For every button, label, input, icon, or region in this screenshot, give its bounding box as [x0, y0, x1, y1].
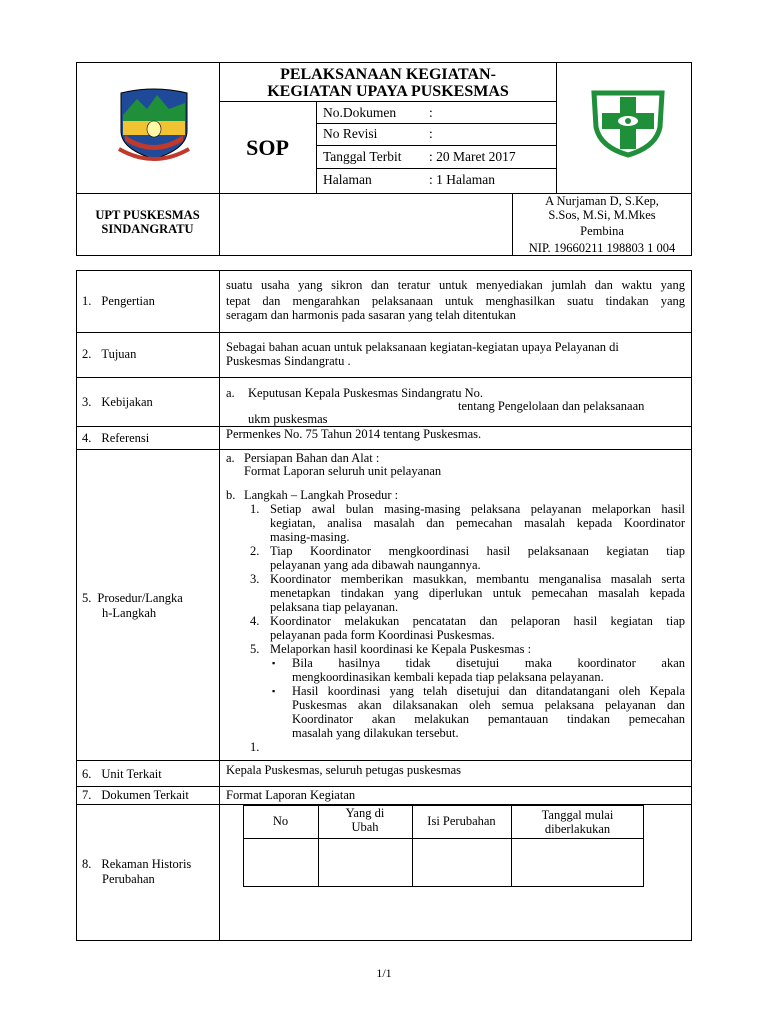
step-1-number: 1. [250, 502, 260, 516]
bullet-2-marker: ▪ [272, 686, 276, 696]
section-number-1: 1. [82, 294, 92, 308]
step-1-line-1: Setiap awal bulan masing-masing pelaksana pelayanan melaporkan hasil [270, 502, 685, 516]
bullet-1-marker: ▪ [272, 658, 276, 668]
revision-header-tanggal-line-2: diberlakukan [544, 822, 611, 836]
dokumen-terkait-text: Format Laporan Kegiatan [226, 788, 356, 802]
regency-coat-of-arms-logo [115, 85, 193, 165]
step-3-line-1: Koordinator memberikan masukkan, membantu menganalisa masalah serta [270, 572, 685, 586]
tujuan-line-2: Puskesmas Sindangratu . [226, 354, 351, 368]
section-label-prosedur [82, 591, 183, 621]
field-halaman-value: : 1 Halaman [429, 172, 495, 187]
section-title-prosedur-line-1: Prosedur/Langka [97, 591, 183, 605]
section-number-3: 3. [82, 395, 92, 409]
revision-header-no: No [272, 814, 289, 828]
signatory-name-line-1: A Nurjaman D, S.Kep, [545, 194, 659, 208]
step-4-line-1: Koordinator melakukan pencatatan dan pelaporan hasil kegiatan tiap [270, 614, 685, 628]
page-number: 1/1 [376, 966, 392, 980]
section-title-rekaman-line-2: Perubahan [102, 872, 155, 886]
signatory-role: Pembina [580, 224, 624, 238]
bullet-2-line-2: Puskesmas akan dilaksanakan oleh semua pelaksana pelayanan dan [292, 698, 685, 712]
section-title-unit-terkait: Unit Terkait [101, 767, 162, 781]
section-number-7: 7. [82, 788, 92, 802]
prosedur-a-title: Persiapan Bahan dan Alat : [244, 451, 380, 465]
section-label-unit-terkait [82, 767, 162, 782]
step-2-number: 2. [250, 544, 260, 558]
tujuan-line-1: Sebagai bahan acuan untuk pelaksanaan kegiatan-kegiatan upaya Pelayanan di [226, 340, 619, 354]
bullet-2-line-1: Hasil koordinasi yang telah disetujui dan ditandatangani oleh Kepala [292, 684, 685, 698]
signatory-name-line-2: S.Sos, M.Si, M.Mkes [548, 208, 656, 222]
section-title-prosedur-line-2: h-Langkah [102, 606, 157, 620]
step-4-number: 4. [250, 614, 260, 628]
organization-name-line-2: SINDANGRATU [101, 222, 194, 236]
step-3-number: 3. [250, 572, 260, 586]
section-number-5: 5. [82, 591, 92, 605]
section-number-8: 8. [82, 857, 92, 871]
bullet-2-line-4: masalah yang dilakukan tersebut. [292, 726, 459, 740]
document-title-line-2: KEGIATAN UPAYA PUSKESMAS [267, 83, 509, 100]
kebijakan-marker: a. [226, 386, 235, 400]
section-title-tujuan: Tujuan [101, 347, 137, 361]
step-5-line-1: Melaporkan hasil koordinasi ke Kepala Puskesmas : [270, 642, 532, 656]
bullet-2-line-3: Koordinator akan melakukan pemantauan tindakan pemecahan [292, 712, 685, 726]
prosedur-a-marker: a. [226, 451, 235, 465]
field-no-revisi-value: : [429, 126, 433, 141]
step-5-number: 5. [250, 642, 260, 656]
field-no-revisi-label: No Revisi [323, 126, 378, 141]
section-label-referensi [82, 431, 149, 446]
field-halaman-label: Halaman [323, 172, 372, 187]
section-number-6: 6. [82, 767, 92, 781]
revision-header-tanggal [511, 808, 644, 836]
revision-header-yang-diubah-line-1: Yang di [345, 806, 385, 820]
kebijakan-line-2: tentang Pengelolaan dan pelaksanaan [458, 399, 645, 413]
section-label-rekaman-historis [82, 857, 191, 887]
field-tanggal-terbit-value: : 20 Maret 2017 [429, 149, 516, 164]
revision-header-isi-perubahan: Isi Perubahan [427, 814, 496, 828]
section-title-rekaman-line-1: Rekaman Historis [101, 857, 192, 871]
step-1-line-2: kegiatan, analisa masalah dan pemecahan masalah kepada Koordinator [270, 516, 685, 530]
section-title-pengertian: Pengertian [101, 294, 155, 308]
pengertian-line-1: suatu usaha yang sikron dan teratur untuk menyediakan jumlah dan waktu yang [226, 278, 685, 292]
field-no-dokumen-value: : [429, 105, 433, 120]
field-tanggal-terbit-label: Tanggal Terbit [323, 149, 402, 164]
section-title-dokumen-terkait: Dokumen Terkait [101, 788, 189, 802]
section-title-kebijakan: Kebijakan [101, 395, 153, 409]
section-number-2: 2. [82, 347, 92, 361]
step-3-line-3: pelaksana tiap pelayanan. [270, 600, 399, 614]
unit-terkait-text: Kepala Puskesmas, seluruh petugas puskesmas [226, 763, 462, 777]
pengertian-line-3: seragam dan harmonis pada sasaran yang telah ditentukan [226, 308, 516, 322]
step-2-line-2: pelayanan yang ada dibawah naungannya. [270, 558, 481, 572]
section-label-kebijakan [82, 395, 153, 410]
section-label-tujuan [82, 347, 136, 362]
step-1-line-3: masing-masing. [270, 530, 350, 544]
prosedur-a-item: Format Laporan seluruh unit pelayanan [244, 464, 442, 478]
organization-name-line-1: UPT PUSKESMAS [95, 208, 200, 222]
bullet-1-line-1: Bila hasilnya tidak disetujui maka koordinator akan [292, 656, 685, 670]
signatory-block [512, 194, 692, 255]
step-trailing-number: 1. [250, 740, 260, 754]
bullet-1-line-2: mengkoordinasikan kembali kepada tiap pelaksana pelayanan. [292, 670, 604, 684]
revision-header-yang-diubah [318, 806, 412, 834]
referensi-text: Permenkes No. 75 Tahun 2014 tentang Puskesmas. [226, 427, 482, 441]
signatory-nip: NIP. 19660211 198803 1 004 [528, 241, 676, 255]
prosedur-b-marker: b. [226, 488, 236, 502]
revision-header-yang-diubah-line-2: Ubah [351, 820, 379, 834]
step-4-line-2: pelayanan pada form Koordinasi Puskesmas. [270, 628, 495, 642]
section-title-referensi: Referensi [101, 431, 150, 445]
section-label-pengertian [82, 294, 155, 309]
pengertian-line-2: tepat dan mengarahkan pelaksanaan untuk menghasilkan suatu tindakan yang [226, 294, 685, 308]
kebijakan-line-3: ukm puskesmas [248, 412, 328, 426]
prosedur-b-title: Langkah – Langkah Prosedur : [244, 488, 399, 502]
organization-name [76, 208, 219, 236]
field-no-dokumen-label: No.Dokumen [323, 105, 397, 120]
sop-label: SOP [246, 135, 289, 160]
step-2-line-1: Tiap Koordinator mengkoordinasi hasil pelaksanaan kegiatan tiap [270, 544, 685, 558]
revision-header-tanggal-line-1: Tanggal mulai [541, 808, 614, 822]
section-label-dokumen-terkait [82, 788, 189, 803]
kebijakan-line-1: Keputusan Kepala Puskesmas Sindangratu No. [248, 386, 484, 400]
document-title-line-1: PELAKSANAAN KEGIATAN- [280, 66, 496, 83]
puskesmas-logo [586, 87, 670, 159]
section-number-4: 4. [82, 431, 92, 445]
step-3-line-2: menetapkan tindakan yang diperlukan untuk pemecahan masalah kepada [270, 586, 685, 600]
